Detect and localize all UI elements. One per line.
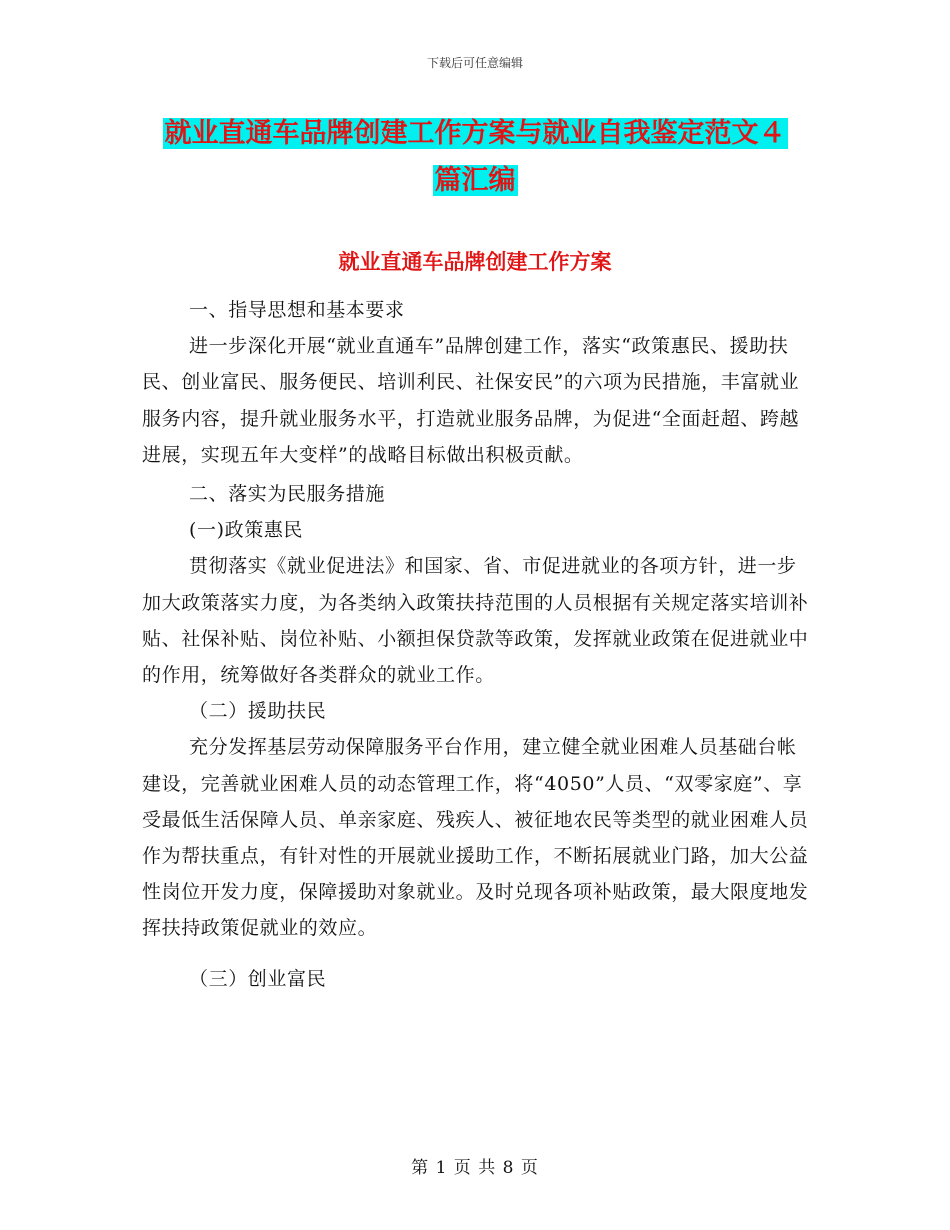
subheading-policy: (一)政策惠民 [189, 519, 304, 542]
document-title [0, 110, 950, 204]
subheading-assistance: （二）援助扶民 [189, 700, 327, 723]
subheading-entrepreneurship: （三）创业富民 [189, 967, 327, 990]
section-title: 就业直通车品牌创建工作方案 [338, 249, 612, 274]
document-body [142, 292, 812, 997]
title-line-1: 就业直通车品牌创建工作方案与就业自我鉴定范文４ [164, 118, 786, 149]
page-footer: 第 1 页 共 8 页 [411, 1158, 539, 1178]
page-header: 下载后可任意编辑 [426, 56, 523, 70]
title-line-2: 篇汇编 [434, 165, 516, 196]
paragraph-policy: 贯彻落实《就业促进法》和国家、省、市促进就业的各项方针，进一步加大政策落实力度，为各类纳入政策扶持范围的人员根据有关规定落实培训补贴、社保补贴、岗位补贴、小额担保贷款等政策，发挥就业政策在促进就业中的作用，统筹做好各类群众的就业工作。 [142, 555, 809, 687]
paragraph-assistance: 充分发挥基层劳动保障服务平台作用，建立健全就业困难人员基础台帐建设，完善就业困难人员的动态管理工作，将“4050”人员、“双零家庭”、享受最低生活保障人员、单亲家庭、残疾人、被征地农民等类型的就业困难人员作为帮扶重点，有针对性的开展就业援助工作，不断拓展就业门路，加大公益性岗位开发力度，保障援助对象就业。及时兑现各项补贴政策，最大限度地发挥扶持政策促就业的效应。 [142, 736, 809, 940]
heading-service-measures: 二、落实为民服务措施 [189, 483, 386, 506]
paragraph-intro: 进一步深化开展“就业直通车”品牌创建工作，落实“政策惠民、援助扶民、创业富民、服务便民、培训利民、社保安民”的六项为民措施，丰富就业服务内容，提升就业服务水平，打造就业服务品牌，为促进“全面赶超、跨越进展，实现五年大变样”的战略目标做出积极贡献。 [142, 335, 800, 466]
heading-guiding-principles: 一、指导思想和基本要求 [189, 299, 405, 321]
